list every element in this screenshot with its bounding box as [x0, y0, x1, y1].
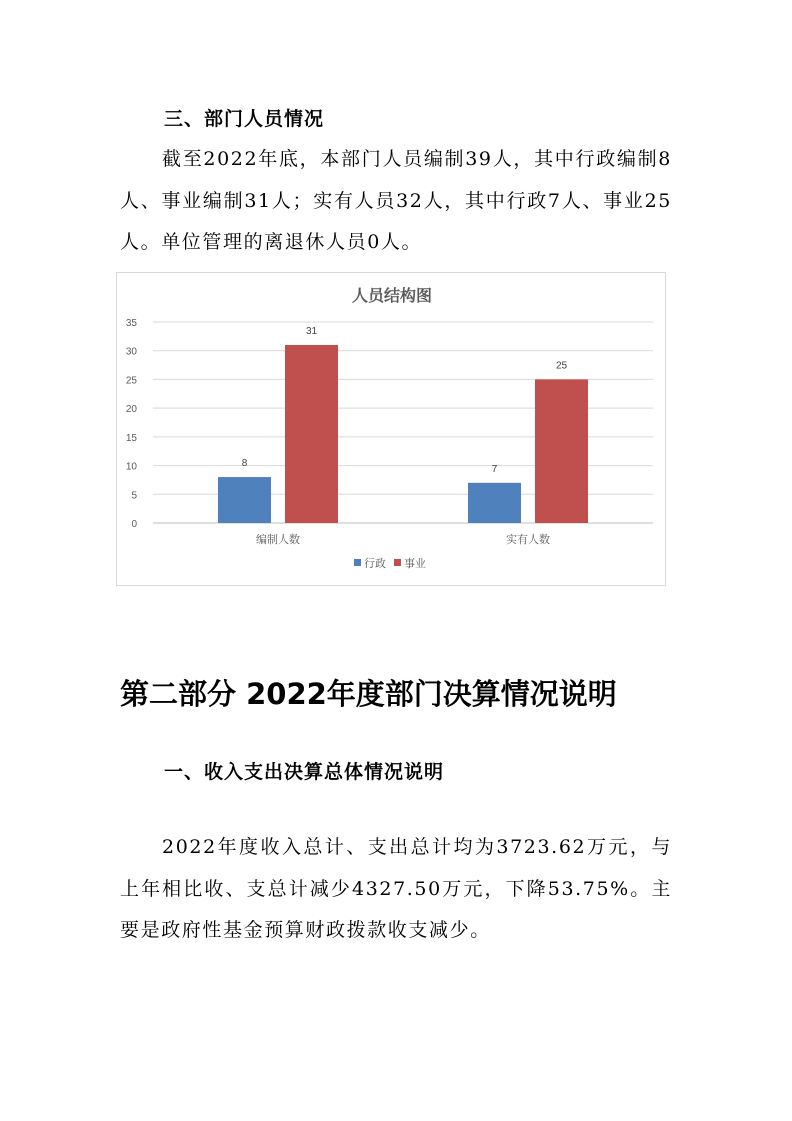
- bar-admin: [218, 477, 271, 523]
- bar-admin: [468, 483, 521, 523]
- bar-institution: [535, 379, 588, 523]
- chart-svg: [117, 273, 667, 587]
- y-tick-label: 30: [125, 346, 137, 358]
- legend-swatch: [394, 559, 401, 566]
- y-tick-label: 35: [125, 318, 137, 329]
- data-label: 7: [491, 463, 498, 475]
- y-tick-label: 5: [131, 490, 137, 502]
- y-tick-label: 0: [131, 519, 137, 530]
- income-expense-heading: 一、收入支出决算总体情况说明: [164, 761, 445, 783]
- section-heading-personnel: 三、部门人员情况: [164, 108, 325, 130]
- y-tick-label: 15: [125, 432, 137, 444]
- legend-label: 事业: [404, 558, 426, 570]
- personnel-structure-chart: [116, 272, 666, 586]
- personnel-paragraph: 截至2022年底，本部门人员编制39人，其中行政编制8人、事业编制31人；实有人员32人，其中行政7人、事业25人。单位管理的离退休人员0人。: [120, 148, 672, 253]
- legend-label: 行政: [364, 558, 386, 570]
- chart-title: 人员结构图: [351, 288, 433, 305]
- legend-swatch: [354, 559, 361, 566]
- y-tick-label: 25: [125, 375, 137, 387]
- data-label: 8: [241, 458, 248, 470]
- data-label: 31: [305, 325, 318, 337]
- part-two-heading: 第二部分 2022年度部门决算情况说明: [120, 677, 617, 711]
- income-expense-paragraph: 2022年度收入总计、支出总计均为3723.62万元，与上年相比收、支总计减少4327.50万元，下降53.75%。主要是政府性基金预算财政拨款收支减少。: [120, 836, 672, 941]
- y-tick-label: 10: [125, 461, 137, 473]
- bar-institution: [285, 345, 338, 523]
- y-tick-label: 20: [125, 404, 137, 416]
- category-label: 编制人数: [256, 534, 300, 546]
- data-label: 25: [555, 360, 568, 372]
- category-label: 实有人数: [506, 534, 550, 546]
